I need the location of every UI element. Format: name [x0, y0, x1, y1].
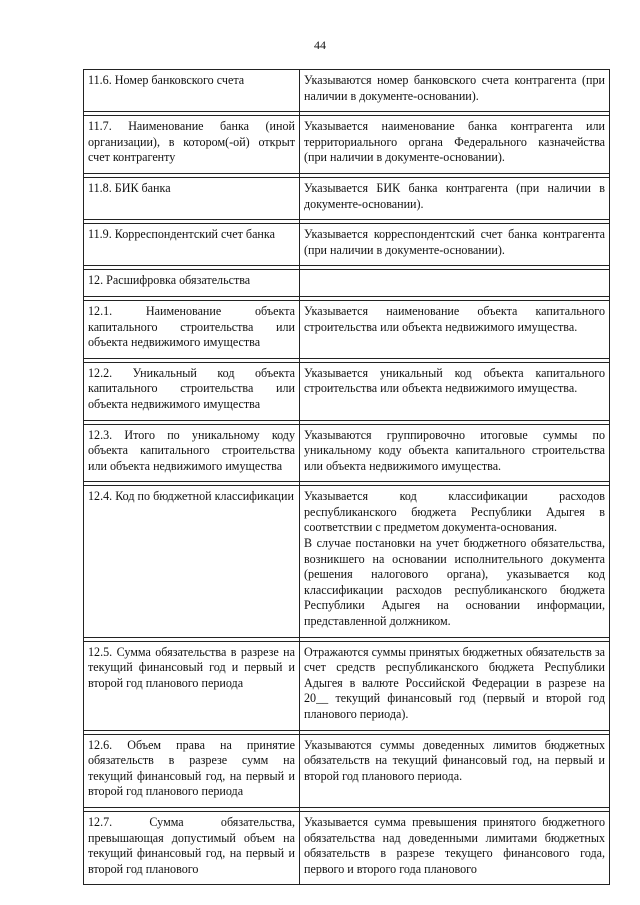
field-description-cell [300, 270, 610, 297]
field-description-cell [300, 300, 610, 358]
description-paragraph: Указываются номер банковского счета контрагента (при наличии в документе-основании). [304, 73, 605, 103]
field-description-cell [300, 70, 610, 112]
table-row [84, 300, 610, 358]
table-row [84, 116, 610, 174]
field-name-cell: 12.4. Код по бюджетной классификации [84, 486, 300, 637]
field-name-cell: 11.6. Номер банковского счета [84, 70, 300, 112]
table-row [84, 424, 610, 482]
table-row [84, 641, 610, 730]
field-description-cell [300, 811, 610, 884]
description-paragraph: Указываются группировочно итоговые суммы по уникальному коду объекта капитального строительства или объекта недвижимого имущества. [304, 427, 605, 473]
table-row [84, 734, 610, 807]
description-paragraph: Указывается БИК банка контрагента (при наличии в документе-основании). [304, 180, 605, 211]
field-name-cell: 12.3. Итого по уникальному коду объекта капитального строительства или объекта недвижимого имущества [84, 424, 300, 482]
description-paragraph: В случае постановки на учет бюджетного обязательства, возникшего на основании исполнительного документа (решения налогового органа), указывается код классификации расходов республиканского бюджета Республики Адыгея на основании информации, представленной должником. [304, 536, 605, 629]
field-description-cell [300, 362, 610, 420]
description-paragraph: Указывается код классификации расходов республиканского бюджета Республики Адыгея в соответствии с предметом документа-основания. [304, 489, 605, 535]
description-paragraph: Отражаются суммы принятых бюджетных обязательств за счет средств республиканского бюджета Республики Адыгея в валюте Российской Федерации в разрезе на 20__ текущий финансовый год (первый и второй год планового периода). [304, 644, 605, 721]
field-description-cell [300, 424, 610, 482]
field-name-cell: 12.7. Сумма обязательства, превышающая допустимый объем на текущий финансовый год, на первый и второй год планового [84, 811, 300, 884]
table-row [84, 270, 610, 297]
field-name-cell: 11.9. Корреспондентский счет банка [84, 224, 300, 266]
description-paragraph: Указываются суммы доведенных лимитов бюджетных обязательств на текущий финансовый год, на первый и второй год планового периода. [304, 737, 605, 783]
table-row [84, 177, 610, 219]
page-number: 44 [314, 38, 326, 52]
field-name-cell: 12.1. Наименование объекта капитального строительства или объекта недвижимого имущества [84, 300, 300, 358]
field-description-cell [300, 734, 610, 807]
table-row [84, 486, 610, 637]
table-row [84, 70, 610, 112]
field-description-cell [300, 224, 610, 266]
field-name-cell: 12. Расшифровка обязательства [84, 270, 300, 297]
description-paragraph: Указывается наименование банка контрагента или территориального органа Федерального казначейства (при наличии в документе-основании). [304, 119, 605, 165]
description-paragraph: Указывается корреспондентский счет банка контрагента (при наличии в документе-основании). [304, 227, 605, 257]
requisites-table [83, 69, 610, 885]
description-paragraph: Указывается наименование объекта капитального строительства или объекта недвижимого имущества. [304, 303, 605, 334]
field-name-cell: 12.6. Объем права на принятие обязательств в разрезе сумм на текущий финансовый год, на первый и второй год планового периода [84, 734, 300, 807]
field-name-cell: 11.8. БИК банка [84, 177, 300, 219]
field-name-cell: 12.2. Уникальный код объекта капитального строительства или объекта недвижимого имущества [84, 362, 300, 420]
field-name-cell: 12.5. Сумма обязательства в разрезе на текущий финансовый год и первый и второй год планового периода [84, 641, 300, 730]
field-description-cell [300, 486, 610, 637]
description-paragraph: Указывается уникальный код объекта капитального строительства или объекта недвижимого имущества. [304, 365, 605, 396]
field-description-cell [300, 177, 610, 219]
table-row [84, 811, 610, 884]
field-name-cell: 11.7. Наименование банка (иной организации), в котором(-ой) открыт счет контрагенту [84, 116, 300, 174]
description-paragraph: Указывается сумма превышения принятого бюджетного обязательства над доведенными лимитами бюджетных обязательств в разрезе текущего финансового года, первого и второго года планового [304, 814, 605, 876]
field-description-cell [300, 641, 610, 730]
table-row [84, 224, 610, 266]
field-description-cell [300, 116, 610, 174]
table-row [84, 362, 610, 420]
